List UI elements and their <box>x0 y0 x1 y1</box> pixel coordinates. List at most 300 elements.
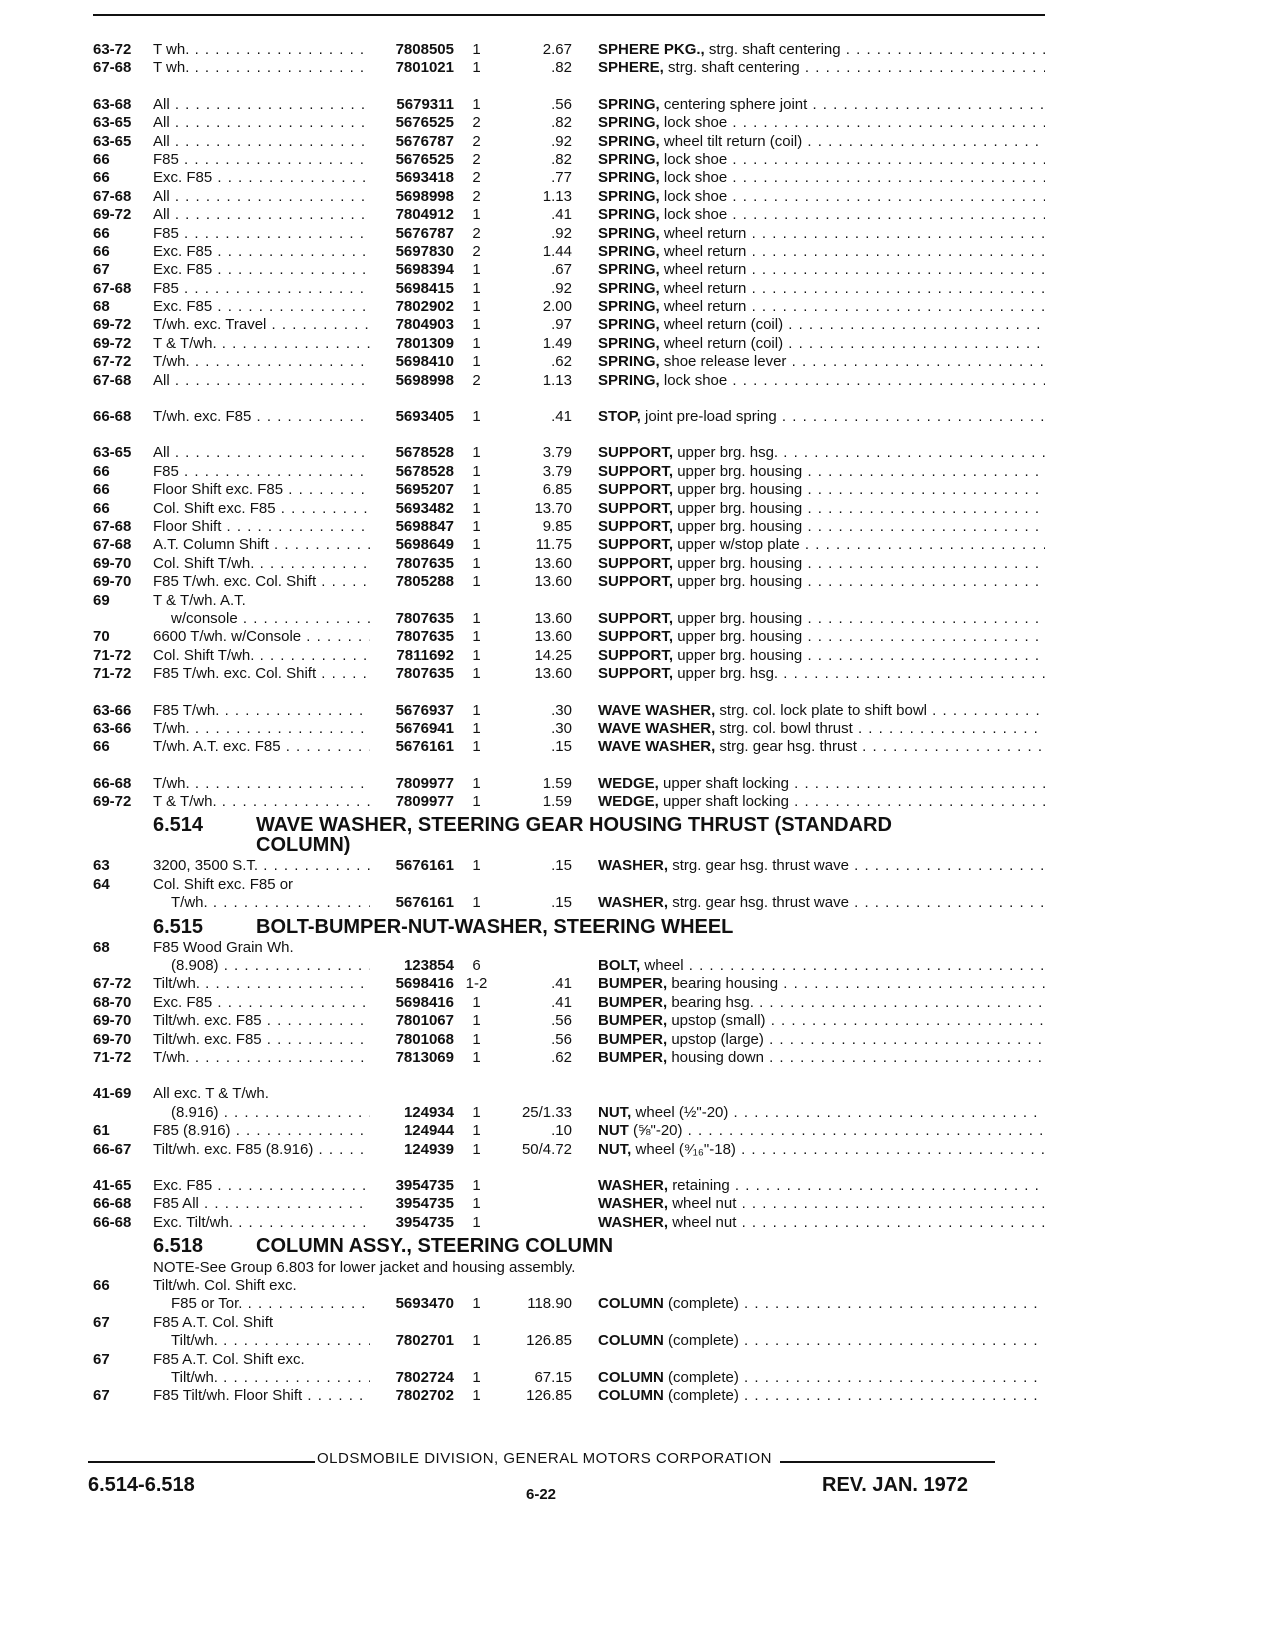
description <box>572 444 1045 462</box>
part-number: 5676161 <box>395 738 454 756</box>
application-text: Exc. F85 <box>153 993 213 1011</box>
application-text: w/console <box>171 609 238 627</box>
section-title: BOLT-BUMPER-NUT-WASHER, STEERING WHEEL <box>256 915 734 938</box>
price: .41 <box>551 206 572 224</box>
application <box>153 1314 370 1332</box>
part-number: 5698416 <box>395 975 454 993</box>
quantity <box>454 1085 499 1103</box>
year-range: 67 <box>93 261 110 279</box>
part-number: 5697830 <box>395 242 454 260</box>
quantity: 6 <box>472 957 481 975</box>
section-heading <box>93 1236 1045 1256</box>
part-number: 7801068 <box>395 1030 454 1048</box>
quantity: 1 <box>472 334 481 352</box>
description-name: SUPPORT, <box>598 499 674 517</box>
application-text: Col. Shift exc. F85 or <box>153 875 294 893</box>
description-detail: upper brg. housing <box>677 462 803 480</box>
description <box>572 793 1045 811</box>
quantity: 1 <box>472 353 481 371</box>
description-name: BUMPER, <box>598 1030 668 1048</box>
description-name: SUPPORT, <box>598 481 674 499</box>
application <box>153 1177 370 1195</box>
description <box>572 857 1045 875</box>
year-range <box>93 894 153 912</box>
price: .56 <box>551 95 572 113</box>
description-detail: upper brg. hsg. <box>677 665 779 683</box>
application-text: Col. Shift T/wh. <box>153 646 255 664</box>
price: .97 <box>551 316 572 334</box>
price: 2.67 <box>542 41 572 58</box>
description-name: SPRING, <box>598 114 660 132</box>
description <box>572 1314 1045 1332</box>
description-name: BUMPER, <box>598 975 668 993</box>
price: .15 <box>551 894 572 912</box>
description <box>572 536 1045 554</box>
table-row <box>93 1369 1045 1387</box>
table-row <box>93 316 1045 334</box>
application-text: T/wh. <box>171 894 208 912</box>
price: 13.70 <box>534 499 572 517</box>
description-detail: (complete) <box>668 1387 739 1405</box>
year-range <box>93 1369 153 1387</box>
year-range: 68 <box>93 298 110 316</box>
quantity: 1 <box>472 1195 481 1213</box>
description-detail: bearing housing <box>671 975 779 993</box>
description-detail: housing down <box>671 1048 764 1066</box>
price: 3.79 <box>542 462 572 480</box>
description-detail: joint pre-load spring <box>644 408 777 426</box>
quantity: 2 <box>472 169 481 187</box>
part-number: 5698416 <box>395 993 454 1011</box>
footer-corporation: OLDSMOBILE DIVISION, GENERAL MOTORS CORPORATION <box>317 1450 772 1467</box>
part-number: 5678528 <box>395 444 454 462</box>
description-detail: upper brg. hsg. <box>677 444 779 462</box>
year-range: 67 <box>93 1387 110 1405</box>
description-name: WASHER, <box>598 1176 669 1194</box>
quantity: 1 <box>472 1295 481 1313</box>
quantity <box>454 876 499 894</box>
footer-revision: REV. JAN. 1972 <box>822 1474 969 1496</box>
application <box>153 702 370 720</box>
price: 3.79 <box>542 444 572 462</box>
table-row <box>93 1295 1045 1313</box>
quantity: 1 <box>472 298 481 316</box>
description-detail: lock shoe <box>663 150 728 168</box>
application-text: Tilt/wh. <box>153 975 200 993</box>
year-range: 67-68 <box>93 517 132 535</box>
part-number: 5676937 <box>395 701 454 719</box>
application-text: Col. Shift T/wh. <box>153 554 255 572</box>
description-name: SPRING, <box>598 132 660 150</box>
description-detail: bearing hsg. <box>671 993 754 1011</box>
application-text: T/wh. exc. Travel <box>153 316 267 334</box>
description-name: SUPPORT, <box>598 444 674 462</box>
application <box>153 1295 370 1313</box>
part-number: 7805288 <box>395 573 454 591</box>
footer-section-range: 6.514-6.518 <box>88 1474 195 1496</box>
part-number: 5698415 <box>395 279 454 297</box>
part-number: 5695207 <box>395 481 454 499</box>
description-name: SPRING, <box>598 334 660 352</box>
description-detail: upper brg. housing <box>677 646 803 664</box>
application-text: T & T/wh. <box>153 793 217 811</box>
description-name: SUPPORT, <box>598 665 674 683</box>
application-text: A.T. Column Shift <box>153 536 269 554</box>
description-detail: strg. shaft centering <box>668 59 800 77</box>
application <box>153 1351 370 1369</box>
year-range: 71-72 <box>93 1048 132 1066</box>
description-name: SUPPORT, <box>598 609 674 627</box>
table-row <box>93 1332 1045 1350</box>
table-row <box>93 1031 1045 1049</box>
application-text: F85 A.T. Col. Shift exc. <box>153 1350 305 1368</box>
application <box>153 894 370 912</box>
section-heading <box>93 815 1045 855</box>
description-name: WEDGE, <box>598 793 659 811</box>
year-range: 63 <box>93 857 110 875</box>
part-number <box>370 1277 454 1295</box>
table-row <box>93 151 1045 169</box>
application <box>153 206 370 224</box>
application-text: All <box>153 132 170 150</box>
price: 13.60 <box>534 554 572 572</box>
description-name: SPRING, <box>598 95 660 113</box>
application-text: Tilt/wh. exc. F85 <box>153 1012 262 1030</box>
application <box>153 481 370 499</box>
description-detail: lock shoe <box>663 371 728 389</box>
part-number <box>370 876 454 894</box>
quantity <box>454 1277 499 1295</box>
application <box>153 1387 370 1405</box>
description-detail: (complete) <box>668 1332 739 1350</box>
description-name: SPRING, <box>598 224 660 242</box>
table-row <box>93 500 1045 518</box>
description <box>572 665 1045 683</box>
application-text: F85 Tilt/wh. Floor Shift <box>153 1387 303 1405</box>
description-detail: (complete) <box>668 1295 739 1313</box>
year-range: 69-72 <box>93 793 132 811</box>
application <box>153 975 370 993</box>
table-row <box>93 41 1045 59</box>
group-gap <box>93 426 1045 444</box>
description-detail: lock shoe <box>663 206 728 224</box>
description-name: SUPPORT, <box>598 646 674 664</box>
price: 11.75 <box>535 536 572 554</box>
year-range: 63-66 <box>93 701 132 719</box>
description-detail: strg. col. lock plate to shift bowl <box>719 701 927 719</box>
quantity <box>454 939 499 957</box>
table-row <box>93 939 1045 957</box>
year-range: 67-72 <box>93 975 132 993</box>
application-text: Floor Shift exc. F85 <box>153 481 284 499</box>
application-text: All exc. T & T/wh. <box>153 1085 269 1103</box>
price: .92 <box>551 132 572 150</box>
price: 1.59 <box>542 774 572 792</box>
part-number: 124944 <box>403 1122 454 1140</box>
application-text: T & T/wh. A.T. <box>153 591 246 609</box>
quantity: 2 <box>472 114 481 132</box>
year-range: 63-68 <box>93 95 132 113</box>
description-name: SUPPORT, <box>598 554 674 572</box>
description <box>572 1122 1045 1140</box>
description <box>572 96 1045 114</box>
part-number: 124939 <box>403 1140 454 1158</box>
application <box>153 1122 370 1140</box>
quantity: 1 <box>472 665 481 683</box>
year-range: 67-68 <box>93 187 132 205</box>
application-text: (8.908) <box>171 957 219 975</box>
application-text: 6600 T/wh. w/Console <box>153 628 302 646</box>
description-name: SUPPORT, <box>598 536 674 554</box>
application <box>153 59 370 77</box>
price: 118.90 <box>527 1295 572 1313</box>
application-text: T/wh. <box>153 1048 190 1066</box>
application <box>153 628 370 646</box>
price: 13.60 <box>534 628 572 646</box>
quantity: 1 <box>472 59 481 77</box>
description <box>572 894 1045 912</box>
table-row <box>93 738 1045 756</box>
group-gap <box>93 390 1045 408</box>
price: .15 <box>551 857 572 875</box>
description-detail: upstop (small) <box>671 1012 766 1030</box>
application-text: F85 T/wh. <box>153 701 220 719</box>
description-detail: upper brg. housing <box>677 628 803 646</box>
application <box>153 463 370 481</box>
description-detail: retaining <box>672 1176 730 1194</box>
price: 1.49 <box>542 334 572 352</box>
application-text: Exc. F85 <box>153 1176 213 1194</box>
application <box>153 41 370 59</box>
group-gap <box>93 78 1045 96</box>
application <box>153 610 370 628</box>
description <box>572 1141 1045 1159</box>
description-name: SPRING, <box>598 261 660 279</box>
quantity: 1 <box>472 1387 481 1405</box>
group-gap <box>93 1159 1045 1177</box>
application-text: Tilt/wh. exc. F85 <box>153 1030 262 1048</box>
part-number: 124934 <box>403 1103 454 1121</box>
quantity: 1 <box>472 499 481 517</box>
description <box>572 1369 1045 1387</box>
description-detail: wheel return <box>663 279 747 297</box>
price: .92 <box>551 279 572 297</box>
description <box>572 243 1045 261</box>
quantity: 1 <box>472 95 481 113</box>
description-detail: wheel return (coil) <box>663 316 784 334</box>
table-row <box>93 518 1045 536</box>
application <box>153 518 370 536</box>
part-number: 7809977 <box>395 774 454 792</box>
description-name: WAVE WASHER, <box>598 701 716 719</box>
price: .41 <box>551 993 572 1011</box>
quantity: 1 <box>472 793 481 811</box>
year-range: 71-72 <box>93 646 132 664</box>
description-name: SPRING, <box>598 169 660 187</box>
part-number <box>370 1314 454 1332</box>
part-number: 5693418 <box>395 169 454 187</box>
description <box>572 1351 1045 1369</box>
quantity: 1 <box>472 857 481 875</box>
application-text: All <box>153 444 170 462</box>
table-row <box>93 444 1045 462</box>
part-number: 3954735 <box>395 1213 454 1231</box>
part-number: 7807635 <box>395 609 454 627</box>
description <box>572 1387 1045 1405</box>
description <box>572 573 1045 591</box>
quantity: 1 <box>472 1048 481 1066</box>
description-name: COLUMN <box>598 1332 664 1350</box>
application-text: Tilt/wh. <box>171 1369 218 1387</box>
description-name: SUPPORT, <box>598 462 674 480</box>
quantity: 2 <box>472 242 481 260</box>
year-range <box>93 1295 153 1313</box>
application <box>153 372 370 390</box>
application-text: Exc. F85 <box>153 242 213 260</box>
price: 1.13 <box>542 187 572 205</box>
table-row <box>93 169 1045 187</box>
table-row <box>93 1104 1045 1122</box>
year-range: 66-68 <box>93 1213 132 1231</box>
part-number: 123854 <box>403 957 454 975</box>
description <box>572 939 1045 957</box>
part-number: 7809977 <box>395 793 454 811</box>
quantity: 1 <box>472 536 481 554</box>
description-detail: (complete) <box>668 1369 739 1387</box>
part-number: 3954735 <box>395 1195 454 1213</box>
application-text: All <box>153 114 170 132</box>
year-range: 67-68 <box>93 279 132 297</box>
quantity: 1 <box>472 462 481 480</box>
application <box>153 114 370 132</box>
application-text: T & T/wh. <box>153 334 217 352</box>
price: 13.60 <box>534 665 572 683</box>
description <box>572 1177 1045 1195</box>
application-text: F85 Wood Grain Wh. <box>153 938 294 956</box>
year-range <box>93 1332 153 1350</box>
quantity: 1 <box>472 481 481 499</box>
description <box>572 1214 1045 1232</box>
year-range: 67 <box>93 1313 110 1331</box>
price: 9.85 <box>542 517 572 535</box>
application-text: Exc. F85 <box>153 298 213 316</box>
part-number: 7807635 <box>395 628 454 646</box>
year-range: 63-65 <box>93 114 132 132</box>
description <box>572 1104 1045 1122</box>
quantity <box>454 592 499 610</box>
description-detail: strg. shaft centering <box>708 41 841 58</box>
part-number: 7807635 <box>395 665 454 683</box>
table-row <box>93 335 1045 353</box>
application-text: T wh. <box>153 41 190 58</box>
table-row <box>93 1214 1045 1232</box>
quantity: 2 <box>472 371 481 389</box>
description-name: WASHER, <box>598 1213 669 1231</box>
price: 2.00 <box>542 298 572 316</box>
application <box>153 876 370 894</box>
table-row <box>93 857 1045 875</box>
part-number: 7801309 <box>395 334 454 352</box>
year-range: 71-72 <box>93 665 132 683</box>
application-text: F85 <box>153 150 179 168</box>
application <box>153 1031 370 1049</box>
description-name: BUMPER, <box>598 1048 668 1066</box>
description-detail: wheel (½"-20) <box>635 1103 729 1121</box>
description-detail: upper brg. housing <box>677 499 803 517</box>
quantity: 1 <box>472 719 481 737</box>
description <box>572 169 1045 187</box>
application-text: Tilt/wh. <box>171 1332 218 1350</box>
year-range: 66 <box>93 481 110 499</box>
table-row <box>93 298 1045 316</box>
application <box>153 444 370 462</box>
price: .15 <box>551 738 572 756</box>
description <box>572 592 1045 610</box>
table-row <box>93 702 1045 720</box>
description-detail: upper brg. housing <box>677 517 803 535</box>
description-detail: strg. gear hsg. thrust wave <box>672 894 849 912</box>
year-range: 66 <box>93 1277 110 1295</box>
table-row <box>93 647 1045 665</box>
part-number: 5676525 <box>395 150 454 168</box>
description-detail: wheel nut <box>672 1195 737 1213</box>
year-range: 69-72 <box>93 206 132 224</box>
year-range: 68-70 <box>93 993 132 1011</box>
price <box>499 592 572 610</box>
application-text: All <box>153 187 170 205</box>
description <box>572 518 1045 536</box>
part-number: 5676525 <box>395 114 454 132</box>
price: 6.85 <box>542 481 572 499</box>
application <box>153 408 370 426</box>
quantity: 1 <box>472 1012 481 1030</box>
table-row <box>93 206 1045 224</box>
quantity: 1 <box>472 609 481 627</box>
year-range: 67-68 <box>93 371 132 389</box>
description <box>572 408 1045 426</box>
description-name: BOLT, <box>598 957 641 975</box>
year-range: 63-65 <box>93 132 132 150</box>
description-name: STOP, <box>598 408 641 426</box>
group-gap <box>93 1067 1045 1085</box>
table-row <box>93 555 1045 573</box>
price: .56 <box>551 1012 572 1030</box>
description <box>572 206 1045 224</box>
description-name: SUPPORT, <box>598 628 674 646</box>
year-range <box>93 610 153 628</box>
section-number: 6.518 <box>153 1235 204 1258</box>
price: 1.13 <box>542 371 572 389</box>
application <box>153 335 370 353</box>
description-name: SPHERE PKG., <box>598 41 705 58</box>
table-row <box>93 59 1045 77</box>
quantity: 1 <box>472 573 481 591</box>
description-detail: upper brg. housing <box>677 609 803 627</box>
description-name: COLUMN <box>598 1369 664 1387</box>
price <box>499 1351 572 1369</box>
year-range: 70 <box>93 628 110 646</box>
table-row <box>93 353 1045 371</box>
description-detail: upper brg. housing <box>677 573 803 591</box>
application <box>153 536 370 554</box>
description <box>572 500 1045 518</box>
year-range: 69 <box>93 591 110 609</box>
application-text: All <box>153 95 170 113</box>
year-range: 69-72 <box>93 334 132 352</box>
part-number: 5679311 <box>396 95 454 113</box>
quantity: 1 <box>472 408 481 426</box>
year-range: 41-65 <box>93 1176 132 1194</box>
